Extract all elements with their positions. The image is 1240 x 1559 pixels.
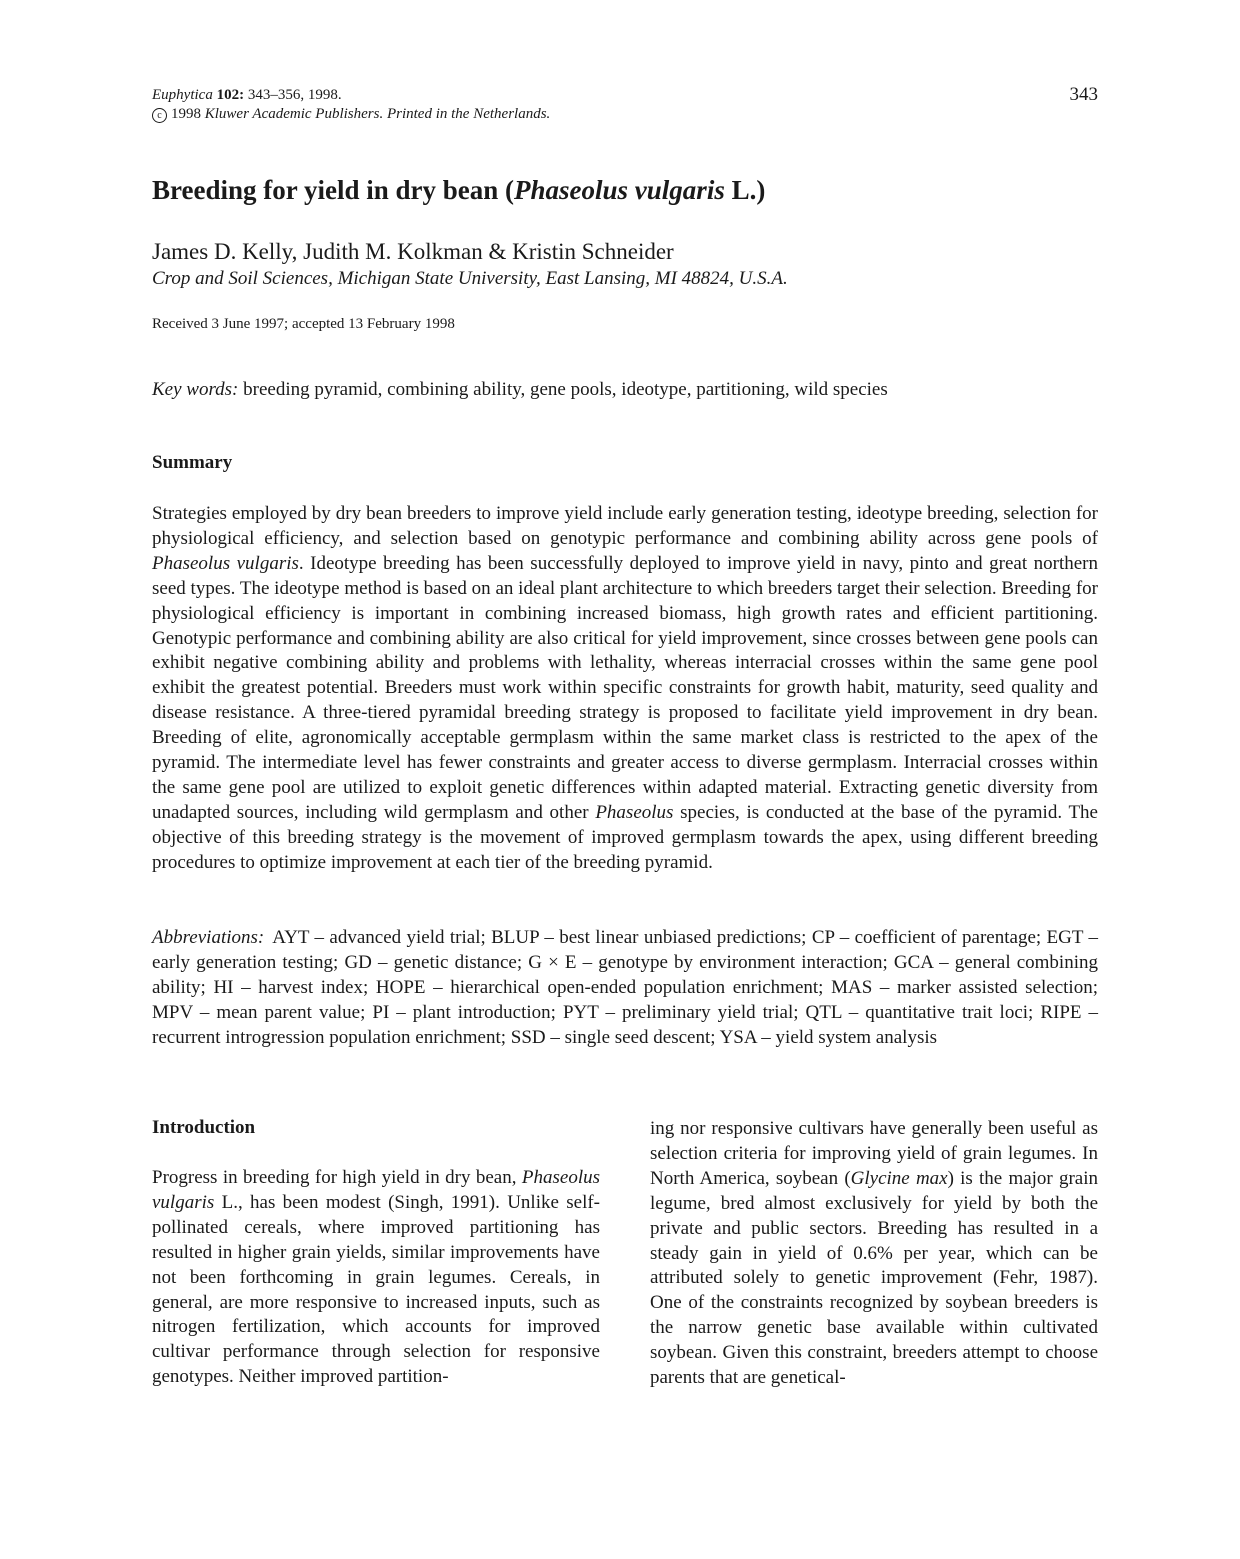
intro-right-text-1: ing nor responsive cultivars have generally been useful as selection criteria for improving yield of grain legumes. In North America, soybean ( xyxy=(650,1118,1098,1189)
copyright-line xyxy=(152,105,1098,124)
summary-heading: Summary xyxy=(152,452,233,473)
author-affiliation: Crop and Soil Sciences, Michigan State University, East Lansing, MI 48824, U.S.A. xyxy=(152,268,788,289)
intro-right-text-2: ) is the major grain legume, bred almost exclusively for yield by both the private and public sectors. Breeding has resulted in a steady gain in yield of 0.6% per year, which can be attributed solely to genetic improvement (Fehr, 1987). One of the constraints recognized by soybean breeders is the narrow genetic base available within cultivated soybean. Given this constraint, breeders attempt to choose parents that are genetical- xyxy=(650,1167,1099,1389)
received-date: Received 3 June 1997; accepted 13 February 1998 xyxy=(152,316,455,332)
citation-line xyxy=(152,86,1098,105)
introduction-heading: Introduction xyxy=(152,1117,256,1138)
title-suffix: L.) xyxy=(724,175,766,205)
introduction-right-column xyxy=(650,1117,1098,1391)
copyright-icon: c xyxy=(152,108,167,123)
summary-genus: Phaseolus xyxy=(595,801,674,823)
journal-volume: 102: xyxy=(216,87,245,103)
abbreviations-label: Abbreviations: xyxy=(152,927,265,948)
keywords-label: Key words: xyxy=(152,379,239,400)
summary-text-3: species, is conducted at the base of the pyramid. The objective of this breeding strategy is the movement of improved germplasm towards the apex, using different breeding procedures to optimize improvement at each tier of the breeding pyramid. xyxy=(152,801,1098,873)
intro-right-species: Glycine max xyxy=(850,1167,948,1189)
publisher-name: Kluwer Academic Publishers. xyxy=(204,106,384,122)
keywords-text: breeding pyramid, combining ability, gene pools, ideotype, partitioning, wild species xyxy=(243,379,888,400)
abbreviations-text: AYT – advanced yield trial; BLUP – best linear unbiased predictions; CP – coefficient of parentage; EGT – early generation testing; GD – genetic distance; G × E – genotype by environment interaction; GCA – general combining ability; HI – harvest index; HOPE – hierarchical open-ended population enrichment; MAS – marker assisted selection; MPV – mean parent value; PI – plant introduction; PYT – preliminary yield trial; QTL – quantitative trait loci; RIPE – recurrent introgression population enrichment; SSD – single seed descent; YSA – yield system analysis xyxy=(152,927,1098,1048)
copyright-year: 1998 xyxy=(171,106,201,122)
journal-pages: 343–356, 1998. xyxy=(247,87,342,103)
summary-text-1: Strategies employed by dry bean breeders to improve yield include early generation testing, ideotype breeding, selection for physiological efficiency, and selection based on genotypic performance and combining ability across gene pools of xyxy=(152,503,1098,549)
summary-paragraph xyxy=(152,502,1098,876)
page-number: 343 xyxy=(1069,84,1098,105)
journal-name: Euphytica xyxy=(152,87,213,103)
journal-header xyxy=(152,86,1098,124)
printed-location: Printed in the Netherlands. xyxy=(386,106,551,122)
introduction-left-column xyxy=(152,1166,600,1390)
intro-left-text-2: L., has been modest (Singh, 1991). Unlike self-pollinated cereals, where improved partitioning has resulted in higher grain yields, similar improvements have not been forthcoming in grain legumes. Cereals, in general, are more responsive to increased inputs, such as nitrogen fertilization, which accounts for improved cultivar performance through selection for responsive genotypes. Neither improved partition- xyxy=(152,1191,600,1388)
summary-text-2: . Ideotype breeding has been successfully deployed to improve yield in navy, pinto and great northern seed types. The ideotype method is based on an ideal plant architecture to which breeders target their selection. Breeding for physiological efficiency is important in combining increased biomass, high growth rates and efficient partitioning. Genotypic performance and combining ability are also critical for yield improvement, since crosses between gene pools can exhibit negative combining ability and problems with lethality, whereas interracial crosses within the same gene pool exhibit the greatest potential. Breeders must work within specific constraints for growth habit, maturity, seed quality and disease resistance. A three-tiered pyramidal breeding strategy is proposed to facilitate yield improvement in dry bean. Breeding of elite, agronomically acceptable germplasm within the same market class is restricted to the apex of the pyramid. The intermediate level has fewer constraints and greater access to diverse germplasm. Interracial crosses within the same gene pool are utilized to exploit genetic differences within adapted material. Extracting genetic diversity from unadapted sources, including wild germplasm and other xyxy=(152,552,1098,823)
author-list: James D. Kelly, Judith M. Kolkman & Kristin Schneider xyxy=(152,239,674,264)
title-prefix: Breeding for yield in dry bean ( xyxy=(152,175,515,205)
summary-species: Phaseolus vulgaris xyxy=(152,552,299,574)
abbreviations-paragraph xyxy=(152,926,1098,1051)
title-species: Phaseolus vulgaris xyxy=(514,175,725,205)
intro-left-text-1: Progress in breeding for high yield in dry bean, xyxy=(152,1167,522,1188)
keywords xyxy=(152,377,888,403)
paper-title xyxy=(152,172,765,208)
intro-left-species: Phaseolus vulgaris xyxy=(152,1167,600,1213)
